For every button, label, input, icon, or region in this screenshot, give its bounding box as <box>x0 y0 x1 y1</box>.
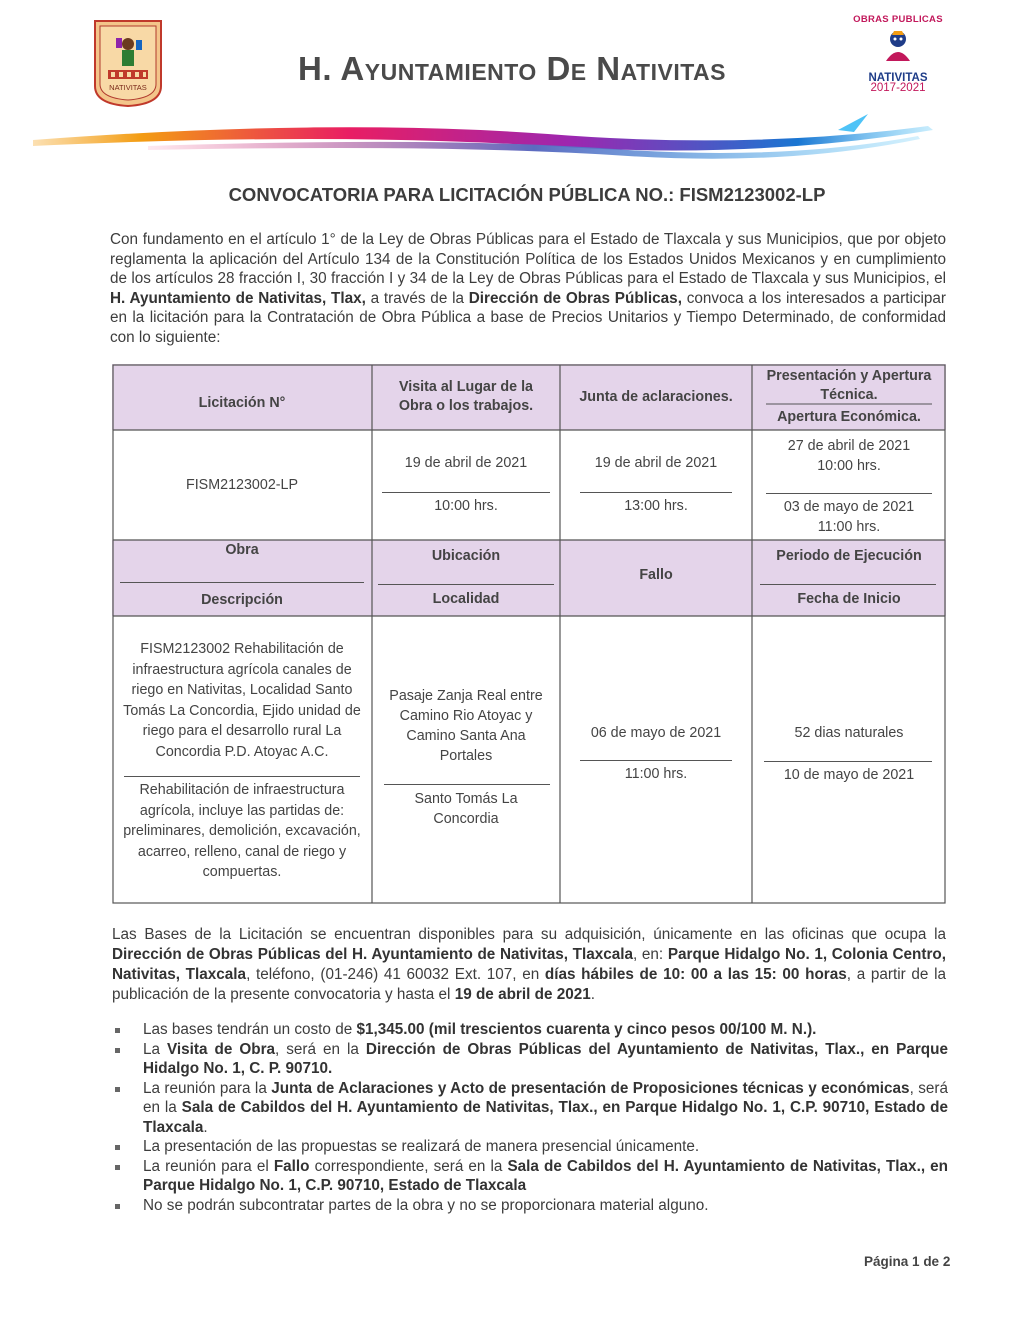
conditions-list <box>112 1020 948 1215</box>
licitacion-number: FISM2123002-LP <box>185 477 299 493</box>
header-licitacion: Licitación N° <box>198 395 286 411</box>
divider <box>378 584 554 585</box>
header-obra: Obra <box>225 542 259 558</box>
tecnica-fecha: 27 de abril de 2021 <box>787 438 911 454</box>
logo-years-text: 2017-2021 <box>870 82 926 94</box>
list-item: No se podrán subcontratar partes de la obra y no se proporcionara material alguno. <box>112 1196 948 1216</box>
fallo-fecha: 06 de mayo de 2021 <box>590 725 722 741</box>
intro-paragraph: Con fundamento en el artículo 1° de la Ley de Obras Públicas para el Estado de Tlaxcala y sus Municipios, que por objeto reglamenta la aplicación del Artículo 134 de la Constitución Política de los Estados Unidos Mexicanos y en cumplimiento de los artículos 28 fracción I, 30 fracción I y 34 de la Ley de Obras Públicas para el Estado de Tlaxcala y sus Municipios, el H. Ayuntamiento de Nativitas, Tlax, a través de la Dirección de Obras Públicas, convoca a los interesados a participar en la licitación para la Contratación de Obra Pública a base de Precios Unitarios y Tiempo Determinado, de conformidad con lo siguiente: <box>110 231 947 346</box>
header-descripcion: Descripción <box>201 592 283 608</box>
junta-hora: 13:00 hrs. <box>624 498 688 514</box>
list-item: Las bases tendrán un costo de $1,345.00 (mil trescientos cuarenta y cinco pesos 00/100 M. N.). <box>112 1020 948 1040</box>
divider <box>382 492 550 493</box>
list-item: La presentación de las propuestas se realizará de manera presencial únicamente. <box>112 1137 948 1157</box>
divider <box>766 493 932 494</box>
divider <box>120 582 364 583</box>
header-visita: Visita al Lugar de la Obra o los trabajos. <box>398 379 534 414</box>
divider <box>580 492 732 493</box>
header-fallo: Fallo <box>639 567 673 583</box>
convocatoria-title: CONVOCATORIA PARA LICITACIÓN PÚBLICA NO.: FISM2123002-LP <box>228 184 826 205</box>
fallo-hora: 11:00 hrs. <box>624 766 688 782</box>
bases-paragraph: Las Bases de la Licitación se encuentran disponibles para su adquisición, únicamente en las oficinas que ocupa la Dirección de Obras Públicas del H. Ayuntamiento de Nativitas, Tlaxcala, en: Parque Hidalgo No. 1, Colonia Centro, Nativitas, Tlaxcala, teléfono, (01-246) 41 60032 Ext. 107, en días hábiles de 10: 00 a las 15: 00 horas, a partir de la publicación de la presente convocatoria y hasta el 19 de abril de 2021. <box>112 926 947 1003</box>
divider <box>764 761 932 762</box>
page-title: H. Ayuntamiento De Nativitas <box>297 50 727 87</box>
divider <box>760 584 936 585</box>
header-apertura-economica: Apertura Económica. <box>777 409 921 425</box>
header-presentacion-tecnica: Presentación y Apertura Técnica. <box>766 368 932 403</box>
mascot-icon <box>878 25 918 65</box>
descripcion-text: Rehabilitación de infraestructura agrícola, incluye las partidas de: preliminares, demolición, excavación, acarreo, relleno, canal de riego y compuertas. <box>123 782 361 880</box>
licitacion-table <box>112 364 946 904</box>
periodo-text: 52 dias naturales <box>794 725 904 741</box>
economica-hora: 11:00 hrs. <box>817 519 881 535</box>
list-item: La reunión para el Fallo correspondiente, será en la Sala de Cabildos del H. Ayuntamiento de Nativitas, Tlax., en Parque Hidalgo No. 1, C.P. 90710, Estado de Tlaxcala <box>112 1157 948 1196</box>
tecnica-hora: 10:00 hrs. <box>817 458 881 474</box>
logo-obras-text: OBRAS PUBLICAS <box>853 14 943 25</box>
page-indicator: Página 1 de 2 <box>864 1254 951 1269</box>
visita-hora: 10:00 hrs. <box>434 498 498 514</box>
obras-publicas-logo <box>848 14 948 104</box>
divider <box>580 760 732 761</box>
header-fecha-inicio: Fecha de Inicio <box>797 591 901 607</box>
header-periodo: Periodo de Ejecución <box>776 548 922 564</box>
economica-fecha: 03 de mayo de 2021 <box>783 499 915 515</box>
ubicacion-text: Pasaje Zanja Real entre Camino Rio Atoyac y Camino Santa Ana Portales <box>389 688 543 764</box>
header-ubicacion: Ubicación <box>431 548 501 564</box>
logo-nativitas-text: NATIVITAS <box>868 72 928 84</box>
header-localidad: Localidad <box>432 591 500 607</box>
list-item: La Visita de Obra, será en la Dirección de Obras Públicas del Ayuntamiento de Nativitas, Tlax., en Parque Hidalgo No. 1, C. P. 90710. <box>112 1040 948 1079</box>
visita-fecha: 19 de abril de 2021 <box>404 455 528 471</box>
decorative-swoosh-banner <box>28 106 958 168</box>
list-item: La reunión para la Junta de Aclaraciones y Acto de presentación de Proposiciones técnicas y económicas, será en la Sala de Cabildos del H. Ayuntamiento de Nativitas, Tlax., en Parque Hidalgo No. 1, C.P. 90710, Estado de Tlaxcala. <box>112 1079 948 1138</box>
localidad-text: Santo Tomás La Concordia <box>414 791 518 827</box>
junta-fecha: 19 de abril de 2021 <box>594 455 718 471</box>
obra-text: FISM2123002 Rehabilitación de infraestructura agrícola canales de riego en Nativitas, Localidad Santo Tomás La Concordia, Ejido unidad de riego para el desarrollo rural La Concordia P.D. Atoyac A.C. <box>123 641 361 760</box>
divider <box>124 776 360 777</box>
header-junta: Junta de aclaraciones. <box>579 389 733 405</box>
fecha-inicio-text: 10 de mayo de 2021 <box>783 767 915 783</box>
svg-text:NATIVITAS: NATIVITAS <box>109 83 147 92</box>
divider <box>384 784 550 785</box>
